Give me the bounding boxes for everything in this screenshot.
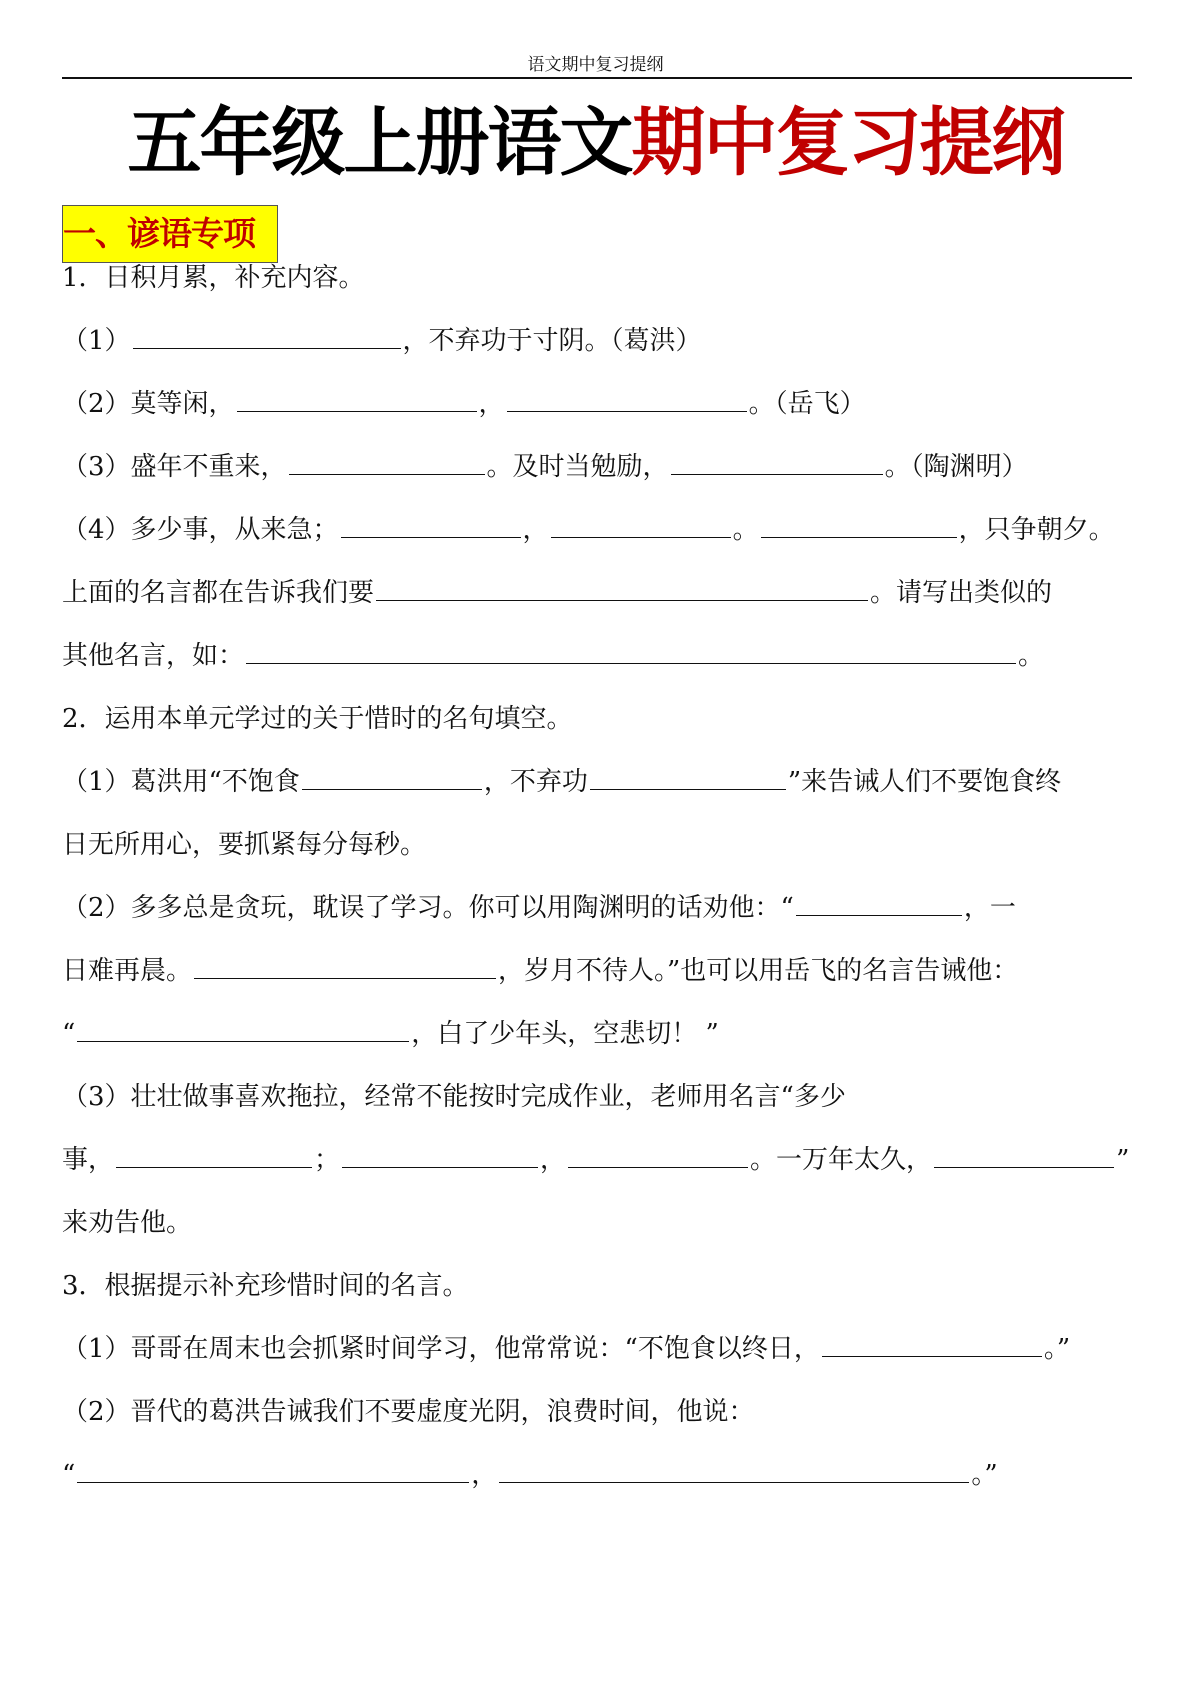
line-text: ，不弃功于寸阴。（葛洪） [402, 326, 702, 356]
page-title [0, 98, 1191, 188]
line-text: 。 [1018, 641, 1045, 671]
line-text: 。（岳飞） [748, 389, 866, 419]
answer-blank[interactable] [302, 763, 482, 790]
line-text: 1．日积月累，补充内容。 [62, 263, 365, 293]
line-text: 。 [732, 515, 759, 545]
answer-blank[interactable] [590, 763, 786, 790]
worksheet-line [62, 1014, 1137, 1054]
section-label-proverbs: 一、谚语专项 [62, 205, 278, 263]
line-text: 3．根据提示补充珍惜时间的名言。 [62, 1271, 469, 1301]
answer-blank[interactable] [822, 1330, 1042, 1357]
worksheet-line [62, 1077, 1137, 1117]
answer-blank[interactable] [761, 511, 957, 538]
worksheet-line [62, 573, 1137, 613]
line-text: ， [540, 1145, 567, 1175]
line-text: ，不弃功 [483, 767, 588, 797]
running-header: 语文期中复习提纲 [527, 55, 664, 75]
worksheet-line [62, 1392, 1137, 1432]
answer-blank[interactable] [568, 1141, 748, 1168]
answer-blank[interactable] [551, 511, 731, 538]
worksheet-line [62, 699, 1137, 739]
line-text: “ [62, 1460, 76, 1490]
page-title-red-part: 期中复习提纲 [631, 100, 1064, 186]
line-text: 。一万年太久， [750, 1145, 933, 1175]
answer-blank[interactable] [237, 385, 477, 412]
line-text: （2）莫等闲， [62, 389, 235, 419]
line-text: ，一 [963, 893, 1016, 923]
line-text: “ [62, 1019, 76, 1049]
worksheet-line [62, 384, 1137, 424]
line-text: ”来告诫人们不要饱食终 [787, 767, 1062, 797]
line-text: ” [1116, 1145, 1130, 1175]
line-text: 。及时当勉励， [486, 452, 669, 482]
answer-blank[interactable] [77, 1456, 469, 1483]
answer-blank[interactable] [133, 322, 401, 349]
worksheet-line [62, 447, 1137, 487]
worksheet-line [62, 258, 1137, 298]
worksheet-line [62, 1329, 1137, 1369]
header-rule [62, 77, 1132, 79]
line-text: 。请写出类似的 [870, 578, 1053, 608]
page-title-black-part: 五年级上册语文 [127, 100, 632, 186]
line-text: （1） [62, 326, 131, 356]
worksheet-line [62, 1455, 1137, 1495]
line-text: （1）葛洪用“不饱食 [62, 767, 300, 797]
line-text: 上面的名言都在告诉我们要 [62, 578, 375, 608]
line-text: ，岁月不待人。”也可以用岳飞的名言告诫他： [498, 956, 1019, 986]
line-text: （2）多多总是贪玩，耽误了学习。你可以用陶渊明的话劝他：“ [62, 893, 794, 923]
line-text: ，白了少年头，空悲切！ ” [411, 1019, 719, 1049]
line-text: 。” [971, 1460, 998, 1490]
worksheet-line [62, 762, 1137, 802]
worksheet-line [62, 825, 1137, 865]
answer-blank[interactable] [376, 574, 868, 601]
worksheet-line [62, 888, 1137, 928]
answer-blank[interactable] [194, 952, 496, 979]
line-text: （3）壮壮做事喜欢拖拉，经常不能按时完成作业，老师用名言“多少 [62, 1082, 846, 1112]
line-text: （4）多少事，从来急； [62, 515, 339, 545]
answer-blank[interactable] [289, 448, 485, 475]
line-text: 。（陶渊明） [884, 452, 1028, 482]
line-text: 。” [1043, 1334, 1071, 1364]
answer-blank[interactable] [934, 1141, 1114, 1168]
line-text: ， [471, 1460, 498, 1490]
answer-blank[interactable] [671, 448, 883, 475]
line-text: 日难再晨。 [62, 956, 193, 986]
worksheet-line [62, 510, 1137, 550]
answer-blank[interactable] [507, 385, 747, 412]
worksheet-line [62, 321, 1137, 361]
line-text: （2）晋代的葛洪告诫我们不要虚度光阴，浪费时间，他说： [62, 1397, 755, 1427]
answer-blank[interactable] [246, 637, 1016, 664]
line-text: 日无所用心，要抓紧每分每秒。 [62, 830, 427, 860]
worksheet-line [62, 1203, 1137, 1243]
line-text: ， [478, 389, 505, 419]
answer-blank[interactable] [77, 1015, 409, 1042]
answer-blank[interactable] [341, 511, 521, 538]
line-text: （3）盛年不重来， [62, 452, 287, 482]
line-text: 其他名言，如： [62, 641, 245, 671]
line-text: （1）哥哥在周末也会抓紧时间学习，他常常说：“不饱食以终日， [62, 1334, 820, 1364]
worksheet-line [62, 636, 1137, 676]
line-text: 2．运用本单元学过的关于惜时的名句填空。 [62, 704, 573, 734]
answer-blank[interactable] [342, 1141, 538, 1168]
line-text: ； [314, 1145, 341, 1175]
worksheet-line [62, 951, 1137, 991]
worksheet-line [62, 1140, 1137, 1180]
answer-blank[interactable] [796, 889, 962, 916]
worksheet-line [62, 1266, 1137, 1306]
answer-blank[interactable] [116, 1141, 312, 1168]
line-text: ，只争朝夕。 [958, 515, 1115, 545]
answer-blank[interactable] [499, 1456, 969, 1483]
line-text: 事， [62, 1145, 115, 1175]
line-text: ， [522, 515, 549, 545]
line-text: 来劝告他。 [62, 1208, 193, 1238]
